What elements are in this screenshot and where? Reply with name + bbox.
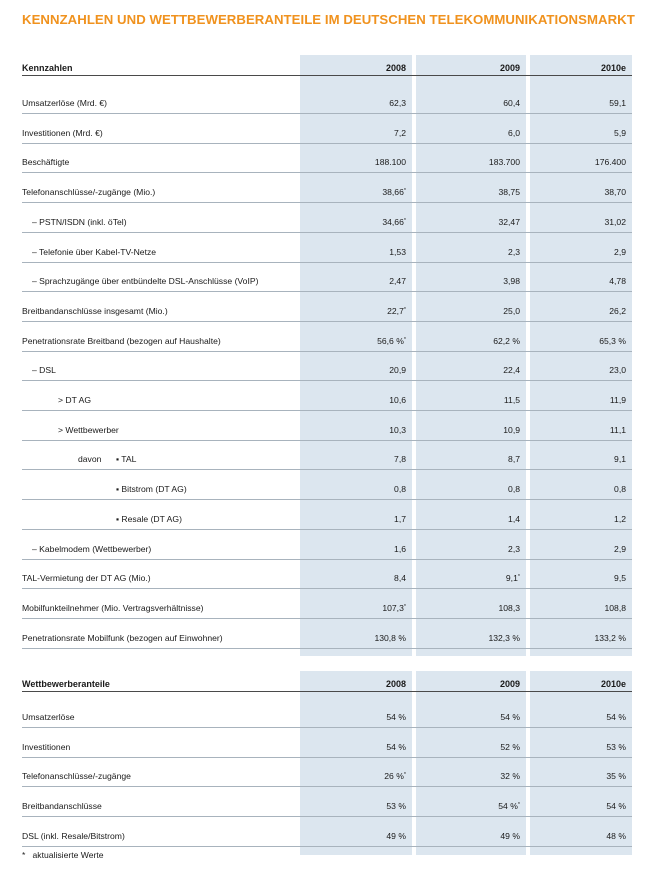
kennzahlen-value: 25,0 [503,305,520,316]
kennzahlen-row-rule [22,113,632,114]
kennzahlen-row-rule [22,559,632,560]
kennzahlen-value: 0,8 [508,484,520,495]
wettbewerberanteile-header-2010e: 2010e [600,679,626,689]
kennzahlen-row-rule [22,618,632,619]
kennzahlen-row-rule [22,321,632,322]
kennzahlen-value: 59,1 [609,98,626,108]
kennzahlen-row-rule [22,499,632,500]
kennzahlen-header-2010e: 2010e [600,63,626,73]
kennzahlen-value: 34,66* [382,216,406,227]
wettbewerberanteile-row-label: Telefonanschlüsse/-zugänge [22,771,131,782]
kennzahlen-value: 0,8 [394,484,406,495]
kennzahlen-value: 9,1 [614,454,626,465]
wettbewerberanteile-row-rule [22,757,632,758]
kennzahlen-row-label: Telefonanschlüsse/-zugänge (Mio.) [22,187,156,198]
footnote [22,850,104,860]
wettbewerberanteile-row-label: Umsatzerlöse [22,712,75,722]
kennzahlen-value: 4,78 [609,276,626,287]
wettbewerberanteile-row-rule [22,727,632,728]
footnote-mark: * [22,850,26,860]
wettbewerberanteile-value: 26 %* [384,771,406,782]
kennzahlen-value: 6,0 [508,127,520,138]
wettbewerberanteile-row-label: DSL (inkl. Resale/Bitstrom) [22,830,125,841]
kennzahlen-value: 38,70 [604,187,626,198]
kennzahlen-value: 5,9 [614,127,626,138]
kennzahlen-header-label: Kennzahlen [22,63,73,73]
kennzahlen-header-2008: 2008 [385,63,406,73]
kennzahlen-row-rule [22,143,632,144]
footnote-marker: * [403,188,406,195]
kennzahlen-value: 8,4 [394,573,406,584]
kennzahlen-value: 11,5 [503,395,520,405]
kennzahlen-row-label: TAL-Vermietung der DT AG (Mio.) [22,573,151,584]
kennzahlen-value: 22,4 [503,365,520,376]
kennzahlen-row-label: davon [78,454,102,465]
column-background-2 [416,671,526,855]
kennzahlen-value: 9,1* [505,573,520,584]
kennzahlen-row-rule [22,291,632,292]
kennzahlen-row-label: – Telefonie über Kabel-TV-Netze [32,246,157,257]
wettbewerberanteile-header-2008: 2008 [385,679,406,689]
kennzahlen-value: 1,2 [614,513,626,524]
kennzahlen-row-rule [22,440,632,441]
kennzahlen-row-label: – PSTN/ISDN (inkl. öTel) [32,216,127,227]
wettbewerberanteile-value: 49 % [386,830,406,841]
wettbewerberanteile-value: 54 % [606,801,626,812]
kennzahlen-row-rule [22,202,632,203]
column-background-2 [416,55,526,656]
kennzahlen-value: 9,5 [614,573,626,584]
kennzahlen-row-rule [22,648,632,649]
kennzahlen-row-rule [22,232,632,233]
kennzahlen-value: 2,9 [614,246,626,257]
kennzahlen-value: 38,66* [382,187,406,198]
kennzahlen-value: 10,6 [389,395,406,405]
kennzahlen-value: 62,3 [389,98,406,108]
kennzahlen-value: 26,2 [609,305,626,316]
kennzahlen-value: 107,3* [382,602,406,613]
wettbewerberanteile-value: 54 % [606,712,626,722]
footnote-marker: * [403,217,406,224]
kennzahlen-value: 0,8 [614,484,626,495]
kennzahlen-value: 10,9 [503,424,520,435]
wettbewerberanteile-value: 48 % [606,830,626,841]
kennzahlen-row-rule [22,172,632,173]
wettbewerberanteile-header-2009: 2009 [499,679,520,689]
wettbewerberanteile-value: 54 % [500,712,520,722]
wettbewerberanteile-value: 35 % [606,771,626,782]
kennzahlen-value: 10,3 [389,424,406,435]
page-title: KENNZAHLEN UND WETTBEWERBERANTEILE IM DEUTSCHEN TELEKOMMUNIKATIONSMARKT [22,12,635,27]
kennzahlen-value: 188.100 [374,157,406,168]
kennzahlen-value: 20,9 [389,365,406,376]
kennzahlen-row-label: Mobilfunkteilnehmer (Mio. Vertragsverhältnisse) [22,602,204,613]
footnote-marker: * [517,802,520,809]
kennzahlen-value: 1,6 [394,543,406,554]
kennzahlen-value: 3,98 [503,276,520,287]
kennzahlen-row-rule [22,351,632,352]
footnote-marker: * [403,772,406,779]
kennzahlen-value: 130,8 % [374,632,406,643]
kennzahlen-row-label: > Wettbewerber [58,424,119,435]
kennzahlen-value: 183.700 [488,157,520,168]
footnote-marker: * [403,306,406,313]
kennzahlen-value: 32,47 [498,216,520,227]
kennzahlen-row-sublabel: ▪ Bitstrom (DT AG) [116,484,187,495]
wettbewerberanteile-header-label: Wettbewerberanteile [22,679,110,689]
kennzahlen-value: 56,6 %* [377,335,406,346]
kennzahlen-value: 65,3 % [599,335,626,346]
kennzahlen-row-rule [22,410,632,411]
kennzahlen-row-label: Investitionen (Mrd. €) [22,127,103,138]
kennzahlen-value: 108,8 [604,602,626,613]
wettbewerberanteile-value: 53 % [606,741,626,752]
footnote-marker: * [403,603,406,610]
kennzahlen-value: 60,4 [503,98,520,108]
kennzahlen-row-rule [22,529,632,530]
kennzahlen-value: 38,75 [498,187,520,198]
wettbewerberanteile-row-label: Investitionen [22,741,71,752]
kennzahlen-value: 11,1 [609,424,626,435]
kennzahlen-header-2009: 2009 [499,63,520,73]
wettbewerberanteile-value: 54 % [386,741,406,752]
wettbewerberanteile-row-rule [22,786,632,787]
kennzahlen-value: 176.400 [594,157,626,168]
kennzahlen-value: 1,53 [389,246,406,257]
kennzahlen-row-label: – Sprachzugänge über entbündelte DSL-Anschlüsse (VoIP) [32,276,259,287]
kennzahlen-row-label: Beschäftigte [22,157,70,168]
kennzahlen-value: 2,3 [508,543,520,554]
kennzahlen-row-rule [22,469,632,470]
kennzahlen-value: 132,3 % [488,632,520,643]
kennzahlen-value: 31,02 [604,216,626,227]
kennzahlen-row-label: Penetrationsrate Breitband (bezogen auf Haushalte) [22,335,221,346]
kennzahlen-row-rule [22,380,632,381]
kennzahlen-value: 11,9 [609,395,626,405]
kennzahlen-row-label: Umsatzerlöse (Mrd. €) [22,98,107,108]
kennzahlen-row-rule [22,588,632,589]
kennzahlen-row-rule [22,262,632,263]
kennzahlen-value: 8,7 [508,454,520,465]
wettbewerberanteile-value: 49 % [500,830,520,841]
kennzahlen-value: 22,7* [387,305,406,316]
kennzahlen-value: 2,3 [508,246,520,257]
kennzahlen-row-label: > DT AG [58,395,92,405]
wettbewerberanteile-value: 54 % [386,712,406,722]
kennzahlen-value: 2,9 [614,543,626,554]
kennzahlen-header-rule [22,75,632,76]
kennzahlen-value: 2,47 [389,276,406,287]
kennzahlen-value: 1,4 [508,513,520,524]
column-background-1 [300,55,412,656]
footnote-marker: * [403,336,406,343]
wettbewerberanteile-value: 53 % [386,801,406,812]
column-background-1 [300,671,412,855]
kennzahlen-row-label: Breitbandanschlüsse insgesamt (Mio.) [22,305,168,316]
wettbewerberanteile-row-rule [22,816,632,817]
kennzahlen-value: 108,3 [498,602,520,613]
kennzahlen-row-sublabel: ▪ Resale (DT AG) [116,513,182,524]
column-background-3 [530,55,632,656]
wettbewerberanteile-header-rule [22,691,632,692]
wettbewerberanteile-row-rule [22,846,632,847]
footnote-text: aktualisierte Werte [32,850,104,860]
kennzahlen-value: 7,2 [394,127,406,138]
column-background-3 [530,671,632,855]
kennzahlen-row-label: – DSL [32,365,56,376]
kennzahlen-value: 23,0 [609,365,626,376]
kennzahlen-value: 1,7 [394,513,406,524]
kennzahlen-value: 7,8 [394,454,406,465]
wettbewerberanteile-value: 52 % [500,741,520,752]
wettbewerberanteile-value: 32 % [500,771,520,782]
kennzahlen-row-label: Penetrationsrate Mobilfunk (bezogen auf Einwohner) [22,632,223,643]
wettbewerberanteile-row-label: Breitbandanschlüsse [22,801,102,812]
kennzahlen-value: 133,2 % [594,632,626,643]
kennzahlen-value: 62,2 % [493,335,520,346]
kennzahlen-row-sublabel: ▪ TAL [116,454,137,465]
wettbewerberanteile-value: 54 %* [498,801,520,812]
kennzahlen-row-label: – Kabelmodem (Wettbewerber) [32,543,152,554]
footnote-marker: * [517,574,520,581]
